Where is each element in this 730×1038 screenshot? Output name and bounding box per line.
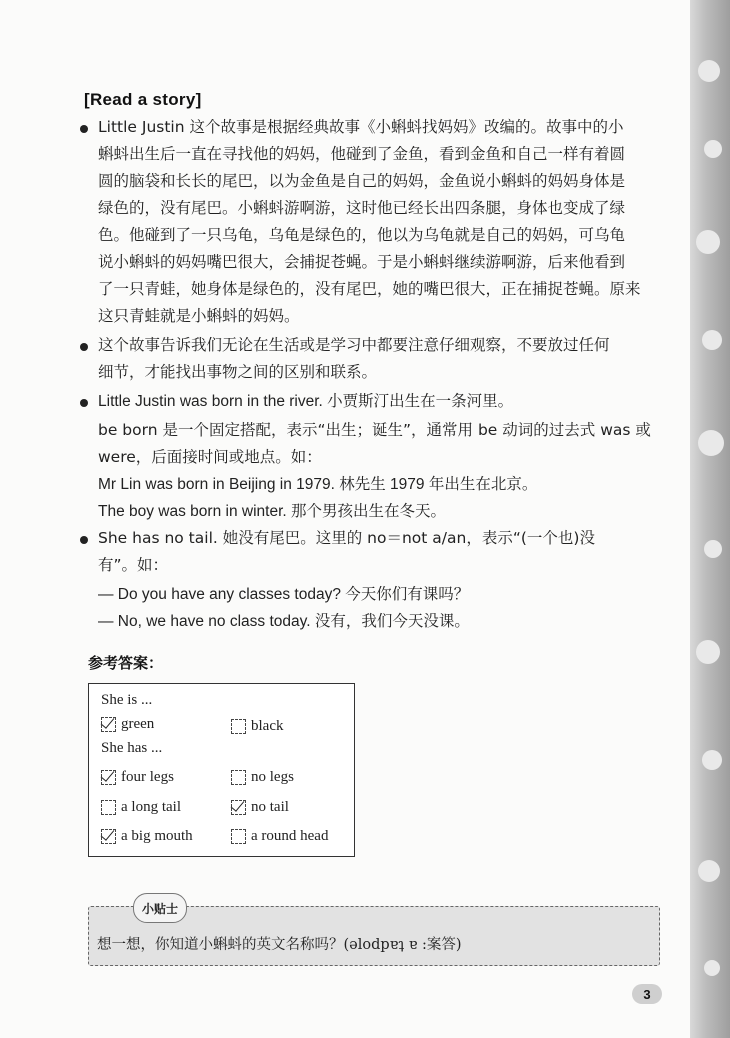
option-four-legs[interactable] bbox=[101, 769, 174, 786]
she-is-label: She is ... bbox=[101, 692, 153, 708]
option-black[interactable] bbox=[231, 718, 283, 735]
tip-box bbox=[88, 901, 660, 966]
checkbox-icon[interactable] bbox=[231, 719, 246, 734]
checkbox-checked-icon[interactable] bbox=[101, 770, 116, 785]
option-no-tail[interactable] bbox=[231, 799, 289, 816]
option-round-head[interactable] bbox=[231, 828, 328, 845]
option-label: a long tail bbox=[121, 799, 181, 815]
text-line: be born 是一个固定搭配，表示“出生；诞生”，通常用 be 动词的过去式 was 或 bbox=[98, 421, 651, 439]
text-line: Little Justin 这个故事是根据经典故事《小蝌蚪找妈妈》改编的。故事中的小 bbox=[98, 118, 624, 136]
option-big-mouth[interactable] bbox=[101, 828, 193, 845]
bullet-dot-icon bbox=[80, 536, 88, 544]
option-no-legs[interactable] bbox=[231, 769, 294, 786]
option-label: no tail bbox=[251, 799, 289, 815]
option-label: a big mouth bbox=[121, 828, 193, 844]
spine-dot-icon bbox=[704, 540, 722, 558]
example-sentence: Mr Lin was born in Beijing in 1979. 林先生 1979 年出生在北京。 bbox=[98, 476, 538, 493]
checkbox-checked-icon[interactable] bbox=[101, 717, 116, 732]
text-line: 细节，才能找出事物之间的区别和联系。 bbox=[98, 363, 378, 381]
example-sentence: The boy was born in winter. 那个男孩出生在冬天。 bbox=[98, 503, 446, 520]
text-line: 圆的脑袋和长长的尾巴，以为金鱼是自己的妈妈，金鱼说小蝌蚪的妈妈身体是 bbox=[98, 172, 626, 190]
option-label: black bbox=[251, 718, 284, 734]
spine-dot-icon bbox=[704, 140, 722, 158]
dialogue-line: — No, we have no class today. 没有，我们今天没课。 bbox=[98, 613, 470, 630]
bullet-item-3 bbox=[80, 388, 665, 415]
spine-dot-icon bbox=[698, 430, 724, 456]
bullet-item-4 bbox=[80, 525, 665, 579]
bullet-item-2 bbox=[80, 332, 665, 386]
spine-dot-icon bbox=[698, 60, 720, 82]
bullet-item-1 bbox=[80, 114, 665, 330]
story-notes bbox=[80, 110, 665, 635]
answer-title: 参考答案： bbox=[88, 654, 164, 672]
checkbox-icon[interactable] bbox=[101, 800, 116, 815]
option-label: no legs bbox=[251, 769, 294, 785]
spine-dot-icon bbox=[696, 640, 720, 664]
spine-dot-icon bbox=[696, 230, 720, 254]
text-line: 有”。如： bbox=[98, 556, 169, 574]
option-green[interactable] bbox=[101, 716, 154, 733]
page-number: 3 bbox=[632, 984, 662, 1004]
checkbox-icon[interactable] bbox=[231, 770, 246, 785]
text-line: 绿色的，没有尾巴。小蝌蚪游啊游，这时他已经长出四条腿，身体也变成了绿 bbox=[98, 199, 626, 217]
text-line: She has no tail. 她没有尾巴。这里的 no＝not a/an，表示“(一个也)没 bbox=[98, 529, 595, 547]
section-title: [Read a story] bbox=[84, 90, 202, 109]
she-has-label: She has ... bbox=[101, 740, 163, 756]
text-line: 说小蝌蚪的妈妈嘴巴很大，会捕捉苍蝇。于是小蝌蚪继续游啊游，后来他看到 bbox=[98, 253, 626, 271]
spine-dot-icon bbox=[702, 750, 722, 770]
bullet-dot-icon bbox=[80, 399, 88, 407]
tip-badge: 小贴士 bbox=[133, 893, 187, 923]
page-spine bbox=[690, 0, 730, 1038]
checkbox-checked-icon[interactable] bbox=[231, 800, 246, 815]
bullet-dot-icon bbox=[80, 125, 88, 133]
option-label: a round head bbox=[251, 828, 329, 844]
dialogue-line: — Do you have any classes today? 今天你们有课吗？ bbox=[98, 586, 470, 603]
text-line: 色。他碰到了一只乌龟，乌龟是绿色的，他以为乌龟就是自己的妈妈，可乌龟 bbox=[98, 226, 626, 244]
text-line: 蝌蚪出生后一直在寻找他的妈妈，他碰到了金鱼，看到金鱼和自己一样有着圆 bbox=[98, 145, 626, 163]
example-sentence: Little Justin was born in the river. 小贾斯汀出生在一条河里。 bbox=[98, 393, 514, 410]
checkbox-icon[interactable] bbox=[231, 829, 246, 844]
bullet-dot-icon bbox=[80, 343, 88, 351]
text-line: 这个故事告诉我们无论在生活或是学习中都要注意仔细观察，不要放过任何 bbox=[98, 336, 610, 354]
text-line: 了一只青蛙，她身体是绿色的，没有尾巴，她的嘴巴很大，正在捕捉苍蝇。原来 bbox=[98, 280, 641, 298]
spine-dot-icon bbox=[704, 960, 720, 976]
tip-text: 想一想，你知道小蝌蚪的英文名称吗？(ǝlodpɐʇ ɐ :案答) bbox=[97, 937, 462, 953]
spine-dot-icon bbox=[698, 860, 720, 882]
text-line: 这只青蛙就是小蝌蚪的妈妈。 bbox=[98, 307, 300, 325]
option-long-tail[interactable] bbox=[101, 799, 181, 816]
spine-dot-icon bbox=[702, 330, 722, 350]
option-label: green bbox=[121, 716, 155, 732]
text-line: were，后面接时间或地点。如： bbox=[98, 448, 322, 466]
option-label: four legs bbox=[121, 769, 174, 785]
answer-box bbox=[88, 683, 355, 857]
checkbox-checked-icon[interactable] bbox=[101, 829, 116, 844]
